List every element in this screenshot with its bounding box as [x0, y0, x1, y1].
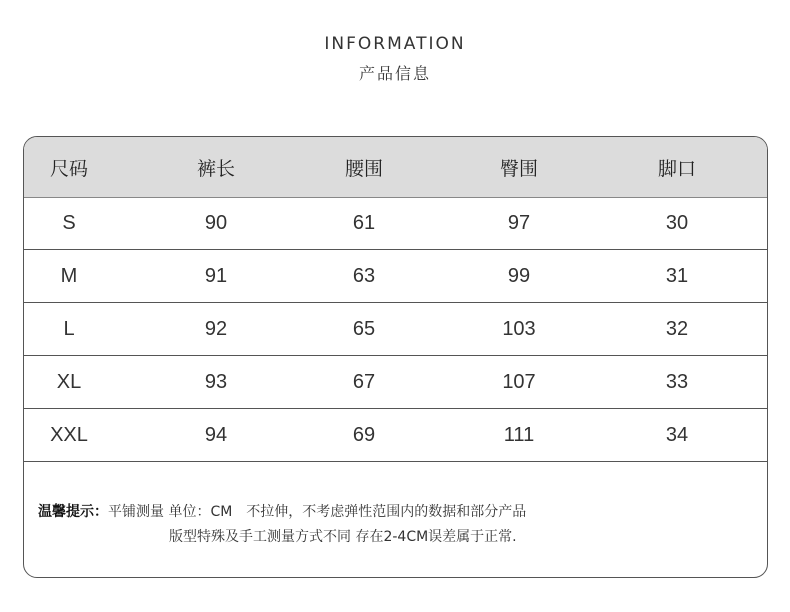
note-text-1: 平铺测量 单位：CM 不拉伸，不考虑弹性范围内的数据和部分产品 — [108, 504, 527, 520]
header-length: 裤长 — [196, 157, 235, 180]
cell-length: 90 — [204, 211, 228, 234]
cell-length: 93 — [204, 370, 228, 393]
title-en: INFORMATION — [324, 34, 466, 54]
cell-hip: 99 — [507, 264, 531, 287]
table-header-row — [24, 137, 767, 198]
cell-size: S — [62, 211, 76, 234]
table-row — [24, 303, 767, 356]
cell-size: XXL — [50, 423, 88, 446]
note-line-2: 版型特殊及手工测量方式不同 存在2-4CM误差属于正常. — [169, 529, 517, 545]
table-row — [24, 250, 767, 303]
header-hem: 脚口 — [657, 157, 696, 180]
cell-hem: 30 — [665, 211, 689, 234]
cell-length: 94 — [204, 423, 228, 446]
cell-size: M — [60, 264, 78, 287]
table-row — [24, 409, 767, 462]
note-label: 温馨提示： — [38, 504, 108, 520]
size-table-card — [23, 136, 768, 578]
header-waist: 腰围 — [344, 157, 383, 180]
cell-waist: 63 — [352, 264, 376, 287]
cell-hem: 33 — [665, 370, 689, 393]
cell-length: 91 — [204, 264, 228, 287]
header-hip: 臀围 — [499, 157, 538, 180]
header-size: 尺码 — [49, 157, 88, 180]
table-row — [24, 197, 767, 250]
cell-hem: 31 — [665, 264, 689, 287]
cell-length: 92 — [204, 317, 228, 340]
note-line-1 — [38, 501, 768, 521]
cell-hip: 97 — [507, 211, 531, 234]
title-cn: 产品信息 — [358, 64, 431, 83]
cell-hip: 111 — [503, 423, 535, 446]
cell-waist: 67 — [352, 370, 376, 393]
cell-size: XL — [56, 370, 82, 393]
table-row — [24, 356, 767, 409]
cell-waist: 61 — [352, 211, 376, 234]
cell-hip: 103 — [502, 317, 536, 340]
cell-hem: 34 — [665, 423, 689, 446]
cell-size: L — [63, 317, 75, 340]
cell-waist: 69 — [352, 423, 376, 446]
cell-hip: 107 — [502, 370, 536, 393]
cell-hem: 32 — [665, 317, 689, 340]
cell-waist: 65 — [352, 317, 376, 340]
